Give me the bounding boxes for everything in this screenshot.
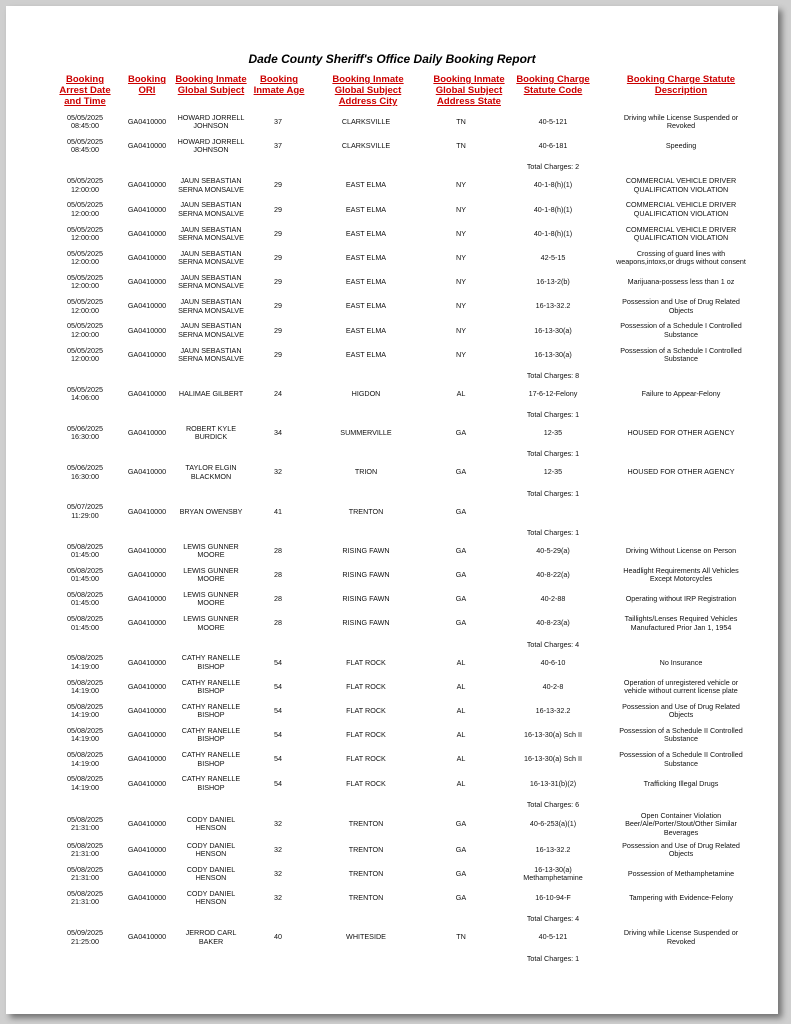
cell-age: 28 xyxy=(274,594,282,604)
cell-age: 37 xyxy=(274,116,282,126)
cell-name: JAUN SEBASTIAN SERNA MONSALVE xyxy=(178,297,244,315)
cell-ori: GA0410000 xyxy=(127,506,167,516)
cell-age: 40 xyxy=(274,932,282,942)
cell-ori: GA0410000 xyxy=(127,868,167,878)
cell-age: 54 xyxy=(274,778,282,788)
cell-date: 05/08/2025 14:19:00 xyxy=(67,653,103,671)
cell-date: 05/08/2025 01:45:00 xyxy=(67,614,103,632)
cell-state: AL xyxy=(456,388,466,398)
cell-name: CATHY RANELLE BISHOP xyxy=(181,701,241,720)
cell-state: NY xyxy=(456,252,466,262)
cell-code: 40-1-8(h)(1) xyxy=(533,204,573,214)
cell-state: AL xyxy=(456,754,466,764)
cell-age: 54 xyxy=(274,730,282,740)
cell-city: FLAT ROCK xyxy=(346,681,386,691)
cell-city: FLAT ROCK xyxy=(346,705,386,715)
cell-ori: GA0410000 xyxy=(127,228,167,238)
cell-age: 54 xyxy=(274,681,282,691)
cell-name: LEWIS GUNNER MOORE xyxy=(183,541,239,559)
cell-city: EAST ELMA xyxy=(345,228,387,238)
cell-date: 05/08/2025 14:19:00 xyxy=(67,774,103,792)
cell-name: BRYAN OWENSBY xyxy=(179,506,243,516)
cell-city: SUMMERVILLE xyxy=(340,428,392,438)
cell-desc: Trafficking Illegal Drugs xyxy=(643,778,719,788)
cell-ori: GA0410000 xyxy=(127,681,167,691)
cell-date: 05/05/2025 12:00:00 xyxy=(67,321,103,339)
cell-name: JAUN SEBASTIAN SERNA MONSALVE xyxy=(178,224,244,242)
cell-date: 05/06/2025 16:30:00 xyxy=(67,463,103,481)
cell-code: 40-6-10 xyxy=(540,657,566,667)
cell-desc: Driving while License Suspended or Revoked xyxy=(623,928,739,946)
cell-date: 05/06/2025 16:30:00 xyxy=(67,423,103,442)
cell-city: CLARKSVILLE xyxy=(341,141,391,151)
header-arrest-date-time: Booking Arrest Date and Time xyxy=(59,74,111,107)
cell-state: TN xyxy=(456,932,466,942)
cell-city: RISING FAWN xyxy=(342,545,390,555)
cell-desc: Driving while License Suspended or Revoked xyxy=(623,112,739,131)
cell-ori: GA0410000 xyxy=(127,204,167,214)
cell-code: 42-5-15 xyxy=(540,252,566,262)
cell-state: NY xyxy=(456,180,466,190)
cell-state: AL xyxy=(456,705,466,715)
cell-age: 32 xyxy=(274,819,282,829)
cell-name: CATHY RANELLE BISHOP xyxy=(181,653,241,671)
cell-desc: Crossing of guard lines with weapons,intoxs,or drugs without consent xyxy=(616,248,746,267)
total-charges: Total Charges: 1 xyxy=(526,410,580,420)
cell-name: JAUN SEBASTIAN SERNA MONSALVE xyxy=(178,272,244,291)
cell-city: EAST ELMA xyxy=(345,204,387,214)
cell-state: GA xyxy=(455,545,467,555)
cell-code: 16-13-2(b) xyxy=(536,277,570,287)
cell-ori: GA0410000 xyxy=(127,180,167,190)
cell-date: 05/08/2025 01:45:00 xyxy=(67,589,103,608)
cell-name: HOWARD JORRELL JOHNSON xyxy=(177,136,245,155)
cell-city: TRION xyxy=(354,467,378,477)
cell-code: 40-8-23(a) xyxy=(536,618,570,628)
cell-ori: GA0410000 xyxy=(127,778,167,788)
cell-code: 40-8-22(a) xyxy=(536,569,570,579)
total-charges: Total Charges: 4 xyxy=(526,914,580,924)
cell-ori: GA0410000 xyxy=(127,349,167,359)
cell-name: CATHY RANELLE BISHOP xyxy=(181,677,241,695)
total-charges: Total Charges: 1 xyxy=(526,488,580,498)
cell-name: JAUN SEBASTIAN SERNA MONSALVE xyxy=(178,176,244,194)
cell-date: 05/08/2025 14:19:00 xyxy=(67,677,103,695)
cell-age: 29 xyxy=(274,252,282,262)
cell-state: AL xyxy=(456,730,466,740)
cell-age: 32 xyxy=(274,868,282,878)
cell-desc: Possession and Use of Drug Related Objects xyxy=(622,701,740,720)
cell-code: 40-6-181 xyxy=(538,141,568,151)
cell-state: GA xyxy=(455,868,467,878)
cell-city: RISING FAWN xyxy=(342,569,390,579)
cell-age: 34 xyxy=(274,428,282,438)
cell-date: 05/08/2025 01:45:00 xyxy=(67,565,103,584)
header-address-state: Booking Inmate Global Subject Address State xyxy=(433,74,505,107)
cell-age: 32 xyxy=(274,893,282,903)
cell-ori: GA0410000 xyxy=(127,594,167,604)
cell-code: 40-5-121 xyxy=(538,116,568,126)
cell-name: LEWIS GUNNER MOORE xyxy=(183,614,239,632)
cell-age: 28 xyxy=(274,569,282,579)
cell-age: 28 xyxy=(274,545,282,555)
cell-city: EAST ELMA xyxy=(345,277,387,287)
header-inmate-age: Booking Inmate Age xyxy=(253,74,305,96)
report-page xyxy=(6,6,778,1014)
total-charges: Total Charges: 1 xyxy=(526,953,580,963)
cell-code: 40-1-8(h)(1) xyxy=(533,228,573,238)
cell-city: EAST ELMA xyxy=(345,301,387,311)
report-title: Dade County Sheriff's Office Daily Booking Report xyxy=(248,52,536,66)
cell-date: 05/08/2025 21:31:00 xyxy=(67,864,103,883)
cell-city: EAST ELMA xyxy=(345,349,387,359)
cell-ori: GA0410000 xyxy=(127,277,167,287)
cell-code: 12-35 xyxy=(543,467,563,477)
cell-desc: COMMERCIAL VEHICLE DRIVER QUALIFICATION VIOLATION xyxy=(625,200,737,218)
cell-date: 05/08/2025 21:31:00 xyxy=(67,840,103,858)
header-address-city: Booking Inmate Global Subject Address City xyxy=(332,74,404,107)
cell-age: 28 xyxy=(274,618,282,628)
cell-date: 05/05/2025 08:45:00 xyxy=(67,112,103,131)
cell-state: NY xyxy=(456,349,466,359)
cell-code: 16-13-32.2 xyxy=(535,705,571,715)
cell-ori: GA0410000 xyxy=(127,893,167,903)
cell-name: HALIMAE GILBERT xyxy=(178,388,244,398)
cell-code: 40-2-88 xyxy=(540,594,566,604)
cell-age: 29 xyxy=(274,228,282,238)
cell-code: 16-13-30(a) xyxy=(534,349,572,359)
cell-date: 05/05/2025 14:06:00 xyxy=(67,384,103,403)
cell-ori: GA0410000 xyxy=(127,730,167,740)
cell-code: 16-13-31(b)(2) xyxy=(529,778,577,788)
cell-age: 37 xyxy=(274,141,282,151)
cell-code: 12-35 xyxy=(543,428,563,438)
cell-state: GA xyxy=(455,618,467,628)
cell-state: GA xyxy=(455,569,467,579)
cell-age: 54 xyxy=(274,705,282,715)
cell-code: 16-13-32.2 xyxy=(535,844,571,854)
cell-ori: GA0410000 xyxy=(127,819,167,829)
cell-code: 40-5-121 xyxy=(538,932,568,942)
cell-age: 32 xyxy=(274,467,282,477)
cell-name: LEWIS GUNNER MOORE xyxy=(183,565,239,584)
cell-date: 05/08/2025 14:19:00 xyxy=(67,725,103,744)
cell-state: AL xyxy=(456,778,466,788)
cell-city: TRENTON xyxy=(348,506,384,516)
cell-code: 16-13-32.2 xyxy=(535,301,571,311)
cell-state: TN xyxy=(456,116,466,126)
cell-date: 05/05/2025 12:00:00 xyxy=(67,345,103,363)
cell-age: 54 xyxy=(274,754,282,764)
cell-desc: No Insurance xyxy=(659,657,703,667)
cell-state: TN xyxy=(456,141,466,151)
cell-name: ROBERT KYLE BURDICK xyxy=(185,423,237,442)
cell-date: 05/08/2025 14:19:00 xyxy=(67,701,103,720)
cell-date: 05/05/2025 12:00:00 xyxy=(67,200,103,218)
cell-state: NY xyxy=(456,325,466,335)
cell-age: 29 xyxy=(274,325,282,335)
cell-ori: GA0410000 xyxy=(127,569,167,579)
cell-desc: Possession of Methamphetamine xyxy=(627,868,735,878)
cell-desc: Operation of unregistered vehicle or vehicle without current license plate xyxy=(623,677,739,695)
cell-date: 05/05/2025 12:00:00 xyxy=(67,272,103,291)
cell-city: FLAT ROCK xyxy=(346,730,386,740)
cell-name: CODY DANIEL HENSON xyxy=(186,864,236,883)
header-ori: Booking ORI xyxy=(128,74,166,96)
cell-date: 05/07/2025 11:29:00 xyxy=(67,502,103,520)
cell-desc: Possession of a Schedule I Controlled Substance xyxy=(620,321,742,339)
cell-desc: Open Container Violation Beer/Ale/Porter/Stout/Other Similar Beverages xyxy=(625,810,737,837)
cell-date: 05/08/2025 21:31:00 xyxy=(67,814,103,833)
cell-name: CODY DANIEL HENSON xyxy=(186,840,236,858)
cell-desc: COMMERCIAL VEHICLE DRIVER QUALIFICATION VIOLATION xyxy=(625,176,737,194)
cell-city: TRENTON xyxy=(348,868,384,878)
cell-ori: GA0410000 xyxy=(127,844,167,854)
cell-city: CLARKSVILLE xyxy=(341,116,391,126)
cell-city: TRENTON xyxy=(348,844,384,854)
cell-age: 24 xyxy=(274,388,282,398)
cell-desc: Operating without IRP Registration xyxy=(625,594,737,604)
cell-age: 54 xyxy=(274,657,282,667)
total-charges: Total Charges: 6 xyxy=(526,799,580,809)
cell-ori: GA0410000 xyxy=(127,141,167,151)
cell-city: TRENTON xyxy=(348,893,384,903)
cell-name: JAUN SEBASTIAN SERNA MONSALVE xyxy=(178,248,244,267)
total-charges: Total Charges: 4 xyxy=(526,639,580,649)
cell-age: 29 xyxy=(274,204,282,214)
cell-desc: HOUSED FOR OTHER AGENCY xyxy=(627,467,735,477)
cell-desc: HOUSED FOR OTHER AGENCY xyxy=(627,428,735,438)
cell-date: 05/05/2025 12:00:00 xyxy=(67,176,103,194)
cell-city: TRENTON xyxy=(348,819,384,829)
cell-name: CATHY RANELLE BISHOP xyxy=(181,774,241,792)
cell-ori: GA0410000 xyxy=(127,754,167,764)
cell-desc: COMMERCIAL VEHICLE DRIVER QUALIFICATION VIOLATION xyxy=(625,224,737,242)
cell-code: 16-13-30(a) xyxy=(534,325,572,335)
cell-name: CODY DANIEL HENSON xyxy=(186,888,236,907)
cell-ori: GA0410000 xyxy=(127,301,167,311)
total-charges: Total Charges: 8 xyxy=(526,371,580,380)
cell-state: NY xyxy=(456,301,466,311)
cell-name: CATHY RANELLE BISHOP xyxy=(181,750,241,768)
cell-ori: GA0410000 xyxy=(127,618,167,628)
cell-state: GA xyxy=(455,844,467,854)
cell-desc: Possession of a Schedule II Controlled Substance xyxy=(619,725,743,744)
total-charges: Total Charges: 2 xyxy=(526,162,580,172)
cell-state: AL xyxy=(456,681,466,691)
cell-desc: Marijuana-possess less than 1 oz xyxy=(627,277,735,287)
cell-desc: Taillights/Lenses Required Vehicles Manufactured Prior Jan 1, 1954 xyxy=(624,614,738,632)
cell-desc: Headlight Requirements All Vehicles Except Motorcycles xyxy=(623,565,739,584)
cell-city: RISING FAWN xyxy=(342,594,390,604)
cell-ori: GA0410000 xyxy=(127,705,167,715)
cell-code: 16-13-30(a) Sch II xyxy=(524,730,582,740)
cell-age: 32 xyxy=(274,844,282,854)
cell-state: GA xyxy=(455,428,467,438)
total-charges: Total Charges: 1 xyxy=(526,527,580,537)
cell-state: NY xyxy=(456,277,466,287)
cell-state: NY xyxy=(456,228,466,238)
cell-code: 16-10-94-F xyxy=(535,893,571,903)
cell-desc: Possession and Use of Drug Related Objects xyxy=(622,297,740,315)
cell-state: AL xyxy=(456,657,466,667)
cell-ori: GA0410000 xyxy=(127,932,167,942)
cell-desc: Failure to Appear-Felony xyxy=(641,388,721,398)
cell-desc: Possession of a Schedule II Controlled Substance xyxy=(619,750,743,768)
cell-age: 29 xyxy=(274,180,282,190)
cell-ori: GA0410000 xyxy=(127,388,167,398)
header-statute-code: Booking Charge Statute Code xyxy=(516,74,590,96)
cell-state: GA xyxy=(455,893,467,903)
cell-name: CODY DANIEL HENSON xyxy=(186,814,236,833)
cell-name: HOWARD JORRELL JOHNSON xyxy=(177,112,245,131)
cell-city: FLAT ROCK xyxy=(346,657,386,667)
cell-city: EAST ELMA xyxy=(345,325,387,335)
cell-code: 40-5-29(a) xyxy=(536,545,570,555)
cell-desc: Possession and Use of Drug Related Objects xyxy=(622,840,740,858)
cell-state: NY xyxy=(456,204,466,214)
cell-code: 16-13-30(a) Methamphetamine xyxy=(523,864,583,883)
cell-age: 41 xyxy=(274,506,282,516)
cell-date: 05/08/2025 01:45:00 xyxy=(67,541,103,559)
cell-city: HIGDON xyxy=(351,388,381,398)
cell-state: GA xyxy=(455,594,467,604)
cell-name: CATHY RANELLE BISHOP xyxy=(181,725,241,744)
cell-age: 29 xyxy=(274,301,282,311)
cell-name: JAUN SEBASTIAN SERNA MONSALVE xyxy=(178,200,244,218)
cell-name: TAYLOR ELGIN BLACKMON xyxy=(185,463,237,481)
cell-city: RISING FAWN xyxy=(342,618,390,628)
cell-city: FLAT ROCK xyxy=(346,754,386,764)
cell-state: GA xyxy=(455,819,467,829)
cell-ori: GA0410000 xyxy=(127,657,167,667)
cell-code: 40-2-8 xyxy=(542,681,564,691)
cell-city: WHITESIDE xyxy=(346,932,386,942)
cell-ori: GA0410000 xyxy=(127,252,167,262)
cell-date: 05/09/2025 21:25:00 xyxy=(67,928,103,946)
cell-ori: GA0410000 xyxy=(127,116,167,126)
cell-date: 05/08/2025 14:19:00 xyxy=(67,750,103,768)
cell-date: 05/05/2025 08:45:00 xyxy=(67,136,103,155)
cell-name: JAUN SEBASTIAN SERNA MONSALVE xyxy=(178,345,244,363)
cell-desc: Tampering with Evidence-Felony xyxy=(629,893,733,903)
cell-code: 17-6-12-Felony xyxy=(528,388,578,398)
cell-ori: GA0410000 xyxy=(127,467,167,477)
cell-date: 05/05/2025 12:00:00 xyxy=(67,224,103,242)
cell-code: 40-6-253(a)(1) xyxy=(529,819,577,829)
cell-code: 16-13-30(a) Sch II xyxy=(524,754,582,764)
cell-code: 40-1-8(h)(1) xyxy=(533,180,573,190)
cell-ori: GA0410000 xyxy=(127,428,167,438)
cell-name: JERROD CARL BAKER xyxy=(185,928,237,946)
cell-age: 29 xyxy=(274,349,282,359)
cell-date: 05/05/2025 12:00:00 xyxy=(67,297,103,315)
header-inmate-name: Booking Inmate Global Subject xyxy=(175,74,247,96)
cell-city: EAST ELMA xyxy=(345,252,387,262)
cell-ori: GA0410000 xyxy=(127,545,167,555)
total-charges: Total Charges: 1 xyxy=(526,449,580,459)
header-statute-description: Booking Charge Statute Description xyxy=(626,74,736,96)
cell-city: FLAT ROCK xyxy=(346,778,386,788)
cell-state: GA xyxy=(455,506,467,516)
cell-desc: Driving Without License on Person xyxy=(625,545,737,555)
cell-desc: Speeding xyxy=(665,141,697,151)
cell-name: JAUN SEBASTIAN SERNA MONSALVE xyxy=(178,321,244,339)
cell-city: EAST ELMA xyxy=(345,180,387,190)
cell-date: 05/05/2025 12:00:00 xyxy=(67,248,103,267)
cell-date: 05/08/2025 21:31:00 xyxy=(67,888,103,907)
cell-ori: GA0410000 xyxy=(127,325,167,335)
cell-desc: Possession of a Schedule I Controlled Substance xyxy=(620,345,742,363)
cell-state: GA xyxy=(455,467,467,477)
cell-name: LEWIS GUNNER MOORE xyxy=(183,589,239,608)
cell-age: 29 xyxy=(274,277,282,287)
